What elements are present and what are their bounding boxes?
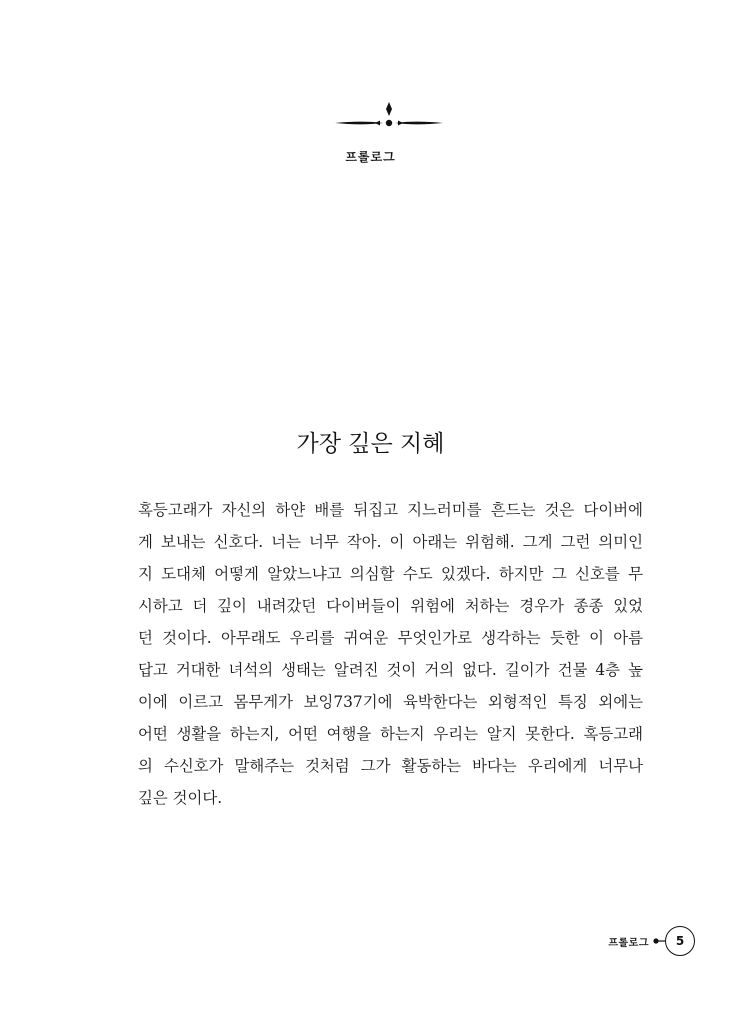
dot-connector-icon [653,937,665,945]
chapter-title: 가장 깊은 지혜 [296,431,445,457]
text-line: 어떤 생활을 하는지, 어떤 여행을 하는지 우리는 알지 못한다. 혹등고래 [138,725,643,743]
text-line: 답고 거대한 녀석의 생태는 알려진 것이 거의 없다. 길이가 건물 4층 높 [138,661,643,679]
text-line: 혹등고래가 자신의 하얀 배를 뒤집고 지느러미를 흔드는 것은 다이버에 [138,501,643,519]
text-line: 이에 이르고 몸무게가 보잉737기에 육박한다는 외형적인 특징 외에는 [138,693,643,711]
footer-section-label: 프롤로그 [608,937,649,949]
text-line: 시하고 더 깊이 내려갔던 다이버들이 위험에 처하는 경우가 종종 있었 [138,597,643,615]
page-footer [608,925,695,957]
text-line: 던 것이다. 아무래도 우리를 귀여운 무엇인가로 생각하는 듯한 이 아름 [138,629,643,647]
fleuron-divider-icon [333,100,445,130]
text-line: 게 보내는 신호다. 너는 너무 작아. 이 아래는 위험해. 그게 그런 의미인 [138,533,643,551]
text-line: 의 수신호가 말해주는 것처럼 그가 활동하는 바다는 우리에게 너무나 [138,757,643,775]
text-line: 지 도대체 어떻게 알았느냐고 의심할 수도 있겠다. 하지만 그 신호를 무 [138,565,643,583]
text-line: 깊은 것이다. [138,789,223,807]
body-paragraph [138,494,643,814]
page-number: 5 [665,926,695,956]
section-label: 프롤로그 [345,150,396,164]
